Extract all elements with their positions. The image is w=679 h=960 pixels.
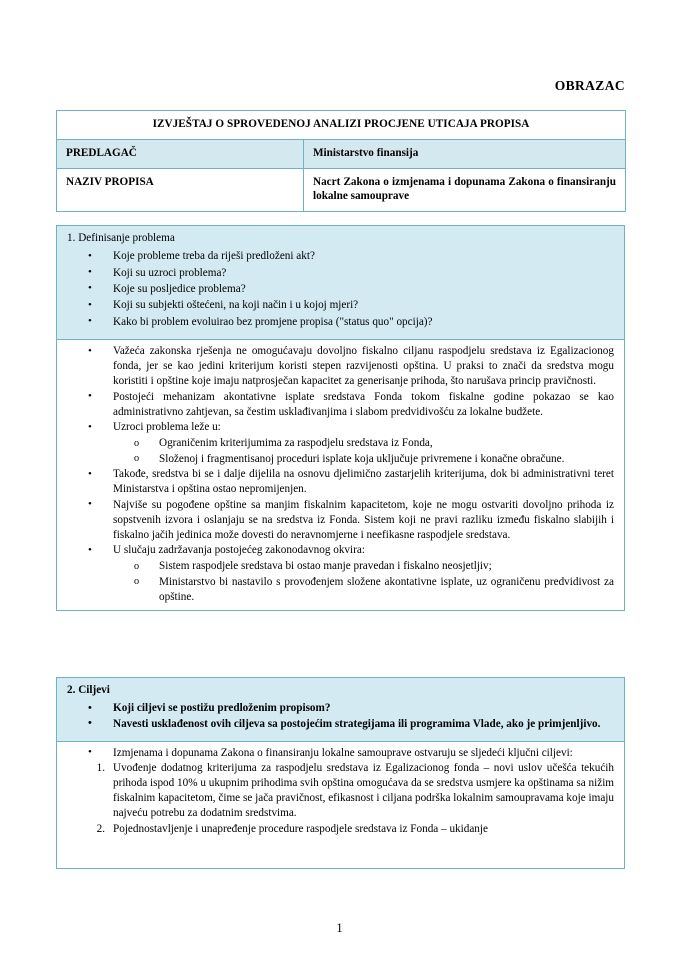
report-title: IZVJEŠTAJ O SPROVEDENOJ ANALIZI PROCJENE UTICAJA PROPISA [57,111,626,140]
section-1-answer-list [67,344,614,435]
list-item: o Ograničenim kriterijumima za raspodjelu sredstava iz Fonda, [67,436,614,451]
regulation-name-label: NAZIV PROPISA [57,168,304,212]
list-item: • Važeća zakonska rješenja ne omogućavaju dovoljno fiskalno ciljanu raspodjelu sredstava iz Egalizacionog fonda, jer se kao jedini kriterijum koristi stepen razvijenosti opština. U praksi to znači da sredstva mogu koristiti i opštine koje imaju natprosječan kapacitet za generisanje prihoda, što narušava princip pravičnosti. [67,344,614,389]
section-1-heading: 1. Definisanje problema [67,232,175,244]
list-item: • U slučaju zadržavanja postojećeg zakonodavnog okvira: [67,543,614,558]
section-2-head [56,677,625,741]
section-definisanje-problema [56,225,625,611]
list-item-text: Pojednostavljenje i unapređenje procedure raspodjele sredstava iz Fonda – ukidanje [113,822,488,835]
list-item [67,761,614,821]
list-item: o Složenoj i fragmentisanoj proceduri isplate koja uključuje privremene i konačne obračune. [67,452,614,467]
list-item: • Takođe, sredstva bi se i dalje dijelila na osnovu djelimično zastarjelih kriterijuma, dok bi administrativni teret Ministarstva i opština ostao nepromijenjen. [67,467,614,497]
section-2-goal-list [67,761,614,837]
list-item: • Kako bi problem evoluirao bez promjene propisa ("status quo" opcija)? [67,315,614,331]
table-row-regulation-name [57,168,626,212]
list-item: • Koje su posljedice problema? [67,282,614,298]
section-1-head [56,225,625,339]
list-item: • Navesti usklađenost ovih ciljeva sa postojećim strategijama ili programima Vlade, ako je primjenljivo. [67,717,614,732]
list-item [67,822,614,837]
section-2-heading: 2. Ciljevi [67,684,110,696]
list-item-number: 1. [96,762,105,775]
list-item: • Najviše su pogođene opštine sa manjim fiskalnim kapacitetom, koje ne mogu ostvariti dovoljno prihoda iz sopstvenih izvora i oslanjaju se na sredstva iz Fonda. Sistem koji ne pravi razliku između fiskalno slabijih i fiskalno jačih jedinica može dovesti do neravnomjerne i neefikasne raspodjele sredstava. [67,498,614,543]
list-item: • Postojeći mehanizam akontativne isplate sredstava Fonda tokom fiskalne godine pokazao se kao administrativno zahtjevan, sa čestim usklađivanjima i slabom predvidivošću za lokalne budžete. [67,390,614,420]
section-2-intro-list [67,746,614,761]
section-1-statusquo-sublist [67,559,614,605]
list-item: o Ministarstvo bi nastavilo s provođenjem složene akontativne isplate, uz ograničenu predvidivost za opštine. [67,575,614,605]
proposer-label: PREDLAGAČ [57,139,304,168]
section-2-question-list [67,701,614,732]
list-item: o Sistem raspodjele sredstava bi ostao manje pravedan i fiskalno neosjetljiv; [67,559,614,574]
section-2-body [56,741,625,869]
table-row-proposer [57,139,626,168]
section-1-answer-list-cont [67,467,614,558]
list-item: • Koje probleme treba da riješi predloženi akt? [67,249,614,265]
list-item: • Koji ciljevi se postižu predloženim propisom? [67,701,614,716]
page-number: 1 [336,921,343,935]
section-1-body [56,339,625,611]
section-1-question-list [67,249,614,331]
proposer-value: Ministarstvo finansija [304,139,626,168]
document-header-label: OBRAZAC [554,78,625,93]
section-1-causes-sublist [67,436,614,467]
list-item: • Koji su subjekti oštećeni, na koji način i u kojoj mjeri? [67,298,614,314]
section-ciljevi [56,677,625,869]
list-item-text: Uvođenje dodatnog kriterijuma za raspodjelu sredstava iz Egalizacionog fonda – novi uslov učešća tekućih prihoda ispod 10% u ukupnim prihodima svih opština omogućava da se sredstva usmjere ka opštinama sa nižim fiskalnim kapacitetom, čime se jača pravičnost, efikasnost i ciljana podrška lokalnim samoupravama koje imaju najveću potrebu za dodatnim sredstvima. [113,762,614,820]
list-item-number: 2. [96,822,105,835]
list-item: • Izmjenama i dopunama Zakona o finansiranju lokalne samouprave ostvaruju se sljedeći ključni ciljevi: [67,746,614,761]
regulation-name-value: Nacrt Zakona o izmjenama i dopunama Zakona o finansiranju lokalne samouprave [304,168,626,212]
list-item: • Uzroci problema leže u: [67,420,614,435]
regulation-info-table [56,110,626,212]
table-row-title [57,111,626,140]
list-item: • Koji su uzroci problema? [67,266,614,282]
